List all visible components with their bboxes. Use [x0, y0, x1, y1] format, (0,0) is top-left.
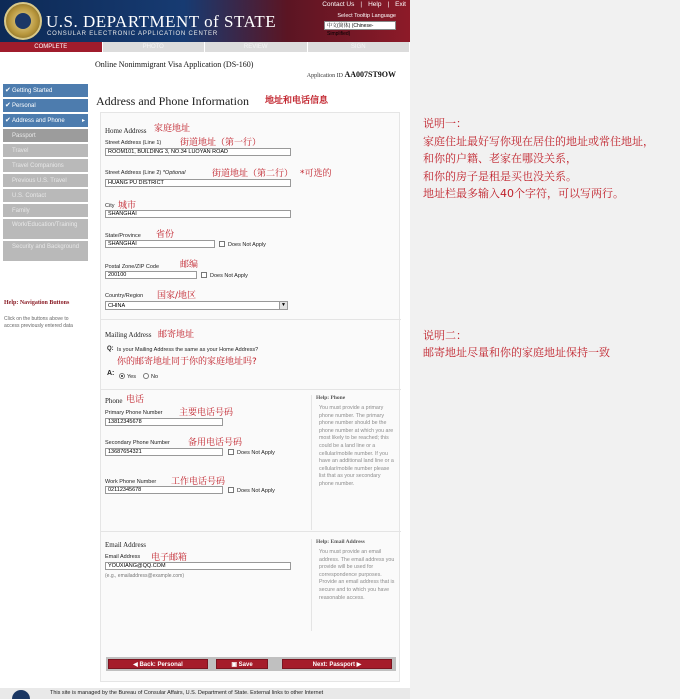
annotation-mailing-question: 你的邮寄地址同于你的家庭地址吗?	[117, 357, 257, 367]
note-two-title: 说明二：	[423, 329, 467, 342]
work-phone-input[interactable]: 02112345678	[105, 486, 223, 494]
primary-phone-label: Primary Phone Number	[105, 410, 163, 416]
note-one-line: 和你的户籍、老家在哪没关系，	[423, 152, 577, 165]
note-one	[423, 115, 678, 203]
annotation-home: 家庭地址	[154, 124, 191, 134]
divider	[101, 531, 401, 532]
annotation-country: 国家/地区	[157, 291, 197, 301]
mailing-no-radio[interactable]	[143, 373, 149, 379]
note-one-title: 说明一：	[423, 117, 467, 130]
annotation-work: 工作电话号码	[171, 477, 226, 487]
step-photo: PHOTO	[103, 42, 206, 52]
tooltip-language-value: 中文(简体) (Chinese-Simplified)	[327, 23, 374, 37]
annotation-phone: 电话	[126, 395, 145, 405]
nav-help-text: Click on the buttons above to access previously entered data	[4, 316, 73, 329]
progress-steps	[0, 42, 410, 52]
mailing-question: Is your Mailing Address the same as your Home Address?	[117, 347, 259, 353]
postal-input[interactable]: 200100	[105, 271, 197, 279]
note-one-line: 地址栏最多输入40个字符，可以写两行。	[423, 187, 624, 200]
sidebar-item-personal[interactable]: ✔ Personal	[3, 99, 88, 113]
page-title: Address and Phone Information	[96, 94, 249, 108]
top-links: Contact Us | Help | Exit	[322, 1, 406, 8]
sidebar-item-family[interactable]: Family	[3, 204, 88, 218]
application-id: Application ID AA007ST9OW	[306, 70, 396, 79]
sidebar-item-previous-travel[interactable]: Previous U.S. Travel	[3, 174, 88, 188]
form-panel	[100, 112, 400, 682]
sidebar-item-work-education[interactable]: Work/Education/Training	[3, 219, 88, 240]
postal-na-label: Does Not Apply	[210, 273, 248, 279]
email-help-box	[311, 539, 399, 631]
phone-help-title: Help: Phone	[316, 395, 346, 401]
main-content	[92, 52, 410, 699]
site-header	[0, 0, 410, 42]
secondary-phone-input[interactable]: 13687654321	[105, 448, 223, 456]
divider	[101, 389, 401, 390]
postal-na-checkbox[interactable]	[201, 272, 207, 278]
annotation-postal: 邮编	[180, 260, 199, 270]
annotation-state: 省份	[156, 230, 175, 240]
phone-help-box	[311, 395, 399, 530]
tooltip-language-label: Select Tooltip Language	[337, 13, 396, 19]
site-footer	[0, 688, 410, 699]
sidebar-item-us-contact[interactable]: U.S. Contact	[3, 189, 88, 203]
email-help-text: You must provide an email address. The email address you provide will be used for correspondence purposes. Provide an email address that is secure and to which you have reasonable access.	[319, 549, 395, 601]
chevron-down-icon: ▼	[279, 302, 287, 309]
sidebar-item-address-phone[interactable]: ✔ Address and Phone ▸	[3, 114, 88, 128]
back-button[interactable]: ◀ Back: Personal	[108, 659, 208, 669]
site-title: U.S. DEPARTMENT of STATE	[46, 12, 277, 31]
street1-label: Street Address (Line 1)	[105, 140, 162, 146]
annotation-email: 电子邮箱	[151, 553, 188, 563]
work-phone-na-checkbox[interactable]	[228, 487, 234, 493]
work-phone-label: Work Phone Number	[105, 479, 157, 485]
next-button[interactable]: Next: Passport ▶	[282, 659, 392, 669]
mailing-yes-label: Yes	[127, 374, 136, 380]
form-title: Online Nonimmigrant Visa Application (DS-160)	[95, 60, 254, 69]
annotation-city: 城市	[118, 201, 137, 211]
note-one-line: 家庭住址最好写你现在居住的地址或常住地址，	[423, 134, 654, 148]
contact-us-link[interactable]: Contact Us	[322, 1, 355, 8]
mailing-yes-radio[interactable]	[119, 373, 125, 379]
secondary-phone-na-checkbox[interactable]	[228, 449, 234, 455]
note-two	[423, 327, 678, 361]
email-input[interactable]: YOUXIANG@QQ.COM	[105, 562, 291, 570]
work-phone-na-label: Does Not Apply	[237, 488, 275, 494]
annotation-section: 地址和电话信息	[265, 96, 329, 106]
annotation-secondary: 备用电话号码	[188, 438, 243, 448]
sidebar-item-travel[interactable]: Travel	[3, 144, 88, 158]
step-review: REVIEW	[205, 42, 308, 52]
secondary-phone-label: Secondary Phone Number	[105, 440, 170, 446]
note-two-line: 邮寄地址尽量和你的家庭地址保持一致	[423, 346, 610, 359]
country-select[interactable]: CHINA ▼	[105, 301, 288, 310]
state-na-checkbox[interactable]	[219, 241, 225, 247]
check-icon: ✔	[5, 102, 11, 109]
state-department-seal-icon	[4, 2, 42, 40]
nav-help-title: Help: Navigation Buttons	[4, 300, 70, 306]
site-subtitle: CONSULAR ELECTRONIC APPLICATION CENTER	[47, 31, 218, 37]
footer-text: This site is managed by the Bureau of Consular Affairs, U.S. Department of State. External links to other Internet	[50, 690, 324, 696]
sidebar-item-getting-started[interactable]: ✔ Getting Started	[3, 84, 88, 98]
city-input[interactable]: SHANGHAI	[105, 210, 291, 218]
note-one-line: 和你的房子是租是买也没关系。	[423, 169, 577, 183]
mailing-address-heading: Mailing Address	[105, 331, 152, 339]
postal-label: Postal Zone/ZIP Code	[105, 264, 160, 270]
tooltip-language-select[interactable]	[324, 21, 396, 37]
state-na-label: Does Not Apply	[228, 242, 266, 248]
phone-help-text: You must provide a primary phone number. The primary phone number should be the phone number at which you are most likely to be reached; this could be a land line or a cellular/mobile number. If you have an additional land line or a cellular/mobile number please list that as your secondary phone number.	[319, 405, 394, 487]
arrow-right-icon: ▸	[81, 118, 85, 124]
step-complete: COMPLETE	[0, 42, 103, 52]
street2-label: Street Address (Line 2) *Optional	[105, 170, 186, 176]
divider	[101, 319, 401, 320]
sidebar-item-passport[interactable]: Passport	[3, 129, 88, 143]
save-icon: ▣	[231, 662, 239, 668]
email-hint: (e.g., emailaddress@example.com)	[105, 573, 184, 579]
check-icon: ✔	[5, 117, 11, 124]
email-help-title: Help: Email Address	[316, 539, 365, 545]
state-label: State/Province	[105, 233, 141, 239]
email-label: Email Address	[105, 554, 141, 560]
sidebar-item-security[interactable]: Security and Background	[3, 241, 88, 262]
state-seal-footer-icon	[12, 690, 30, 699]
country-label: Country/Region	[105, 293, 144, 299]
primary-phone-input[interactable]: 13812345678	[105, 418, 223, 426]
exit-link[interactable]: Exit	[395, 1, 406, 8]
application-id-value: AA007ST9OW	[344, 70, 396, 79]
street1-input[interactable]: ROOM101, BUILDING 3, NO.34 LUOYAN ROAD	[105, 148, 291, 156]
help-link[interactable]: Help	[368, 1, 382, 8]
phone-heading: Phone	[105, 397, 123, 405]
email-heading: Email Address	[105, 541, 147, 549]
annotation-street1: 街道地址（第一行）	[180, 138, 262, 148]
home-address-heading: Home Address	[105, 127, 147, 135]
annotation-mailing: 邮寄地址	[158, 330, 195, 340]
annotation-street2: 街道地址（第二行）	[212, 169, 294, 179]
state-input[interactable]: SHANGHAI	[105, 240, 215, 248]
answer-prefix: A:	[107, 370, 115, 377]
sidebar-item-travel-companions[interactable]: Travel Companions	[3, 159, 88, 173]
city-label: City	[105, 203, 115, 209]
sidebar-nav	[0, 52, 92, 699]
secondary-phone-na-label: Does Not Apply	[237, 450, 275, 456]
check-icon: ✔	[5, 87, 11, 94]
step-sign: SIGN	[308, 42, 411, 52]
mailing-no-label: No	[151, 374, 159, 380]
save-button[interactable]: ▣ Save	[216, 659, 268, 669]
annotation-primary: 主要电话号码	[179, 408, 234, 418]
question-prefix: Q:	[107, 346, 114, 352]
navigation-button-bar	[106, 657, 396, 671]
street2-input[interactable]: HUANG PU DISTRICT	[105, 179, 291, 187]
annotation-street2-optional: *可选的	[300, 169, 332, 179]
